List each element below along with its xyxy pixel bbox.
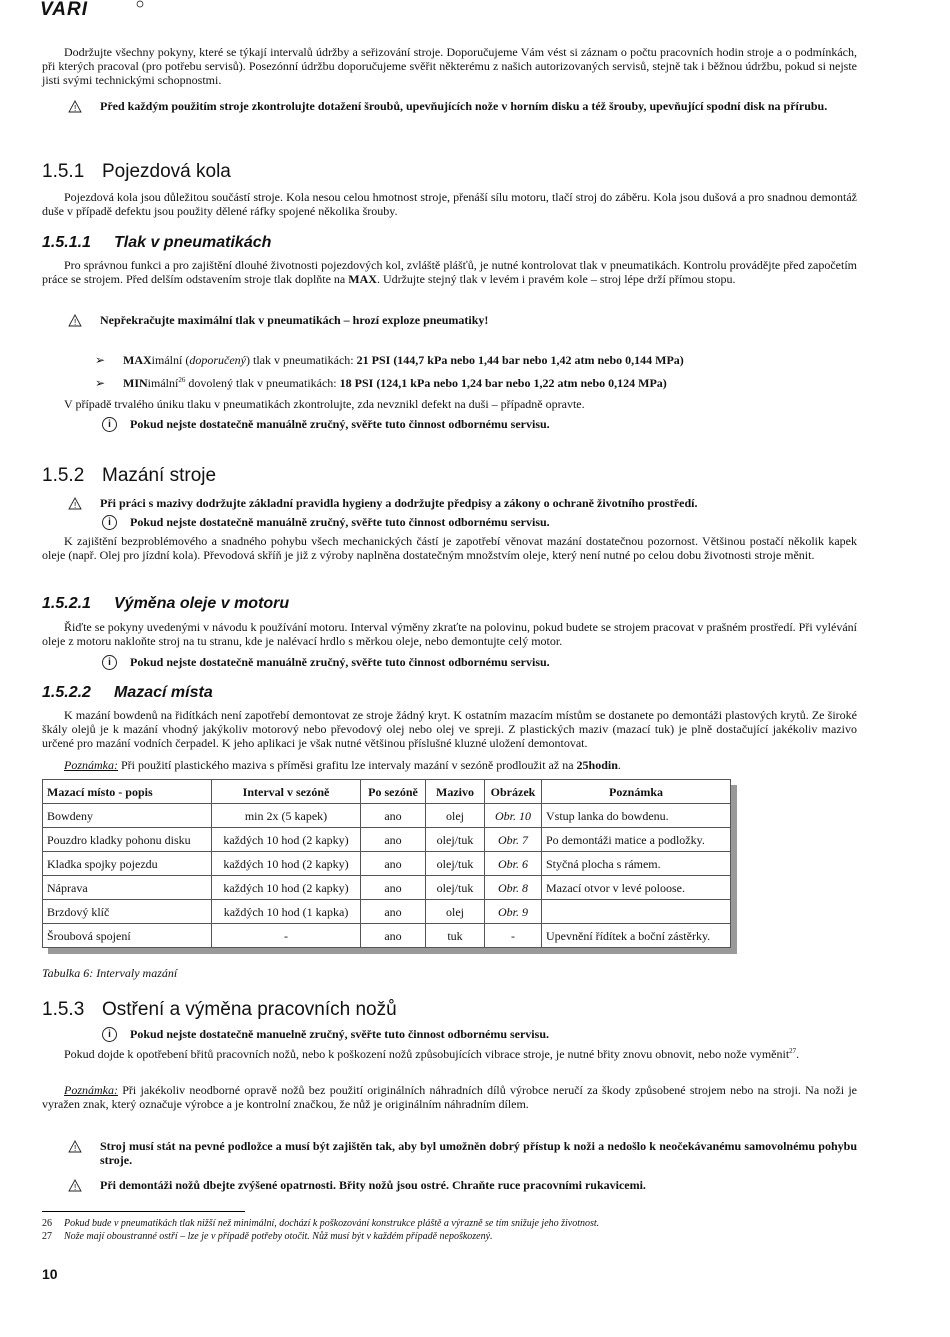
page-number: 10 [42, 1266, 58, 1282]
svg-text:!: ! [74, 1144, 77, 1153]
heading-1-5-3: 1.5.3 Ostření a výměna pracovních nožů [42, 999, 397, 1020]
col-header: Mazací místo - popis [43, 780, 212, 804]
info-service-2: i Pokud nejste dostatečně manuálně zručný, svěřte tuto činnost odbornému servisu. [42, 515, 857, 529]
vari-logo [40, 0, 150, 16]
svg-text:!: ! [74, 1183, 77, 1192]
warning-triangle-icon [68, 314, 82, 327]
footnote-26: 26 Pokud bude v pneumatikách tlak nižší než minimální, dochází k poškozování konstrukce pláště a výrazně se tím snižuje jeho životnost. [42, 1218, 600, 1229]
info-circle-icon: i [102, 655, 117, 670]
heading-1-5-2: 1.5.2 Mazání stroje [42, 465, 217, 486]
warning-hygiene: ! Při práci s mazivy dodržujte základní pravidla hygieny a dodržujte předpisy a zákony o ochraně životního prostředí. [42, 496, 857, 510]
arrow-bullet-icon: ➢ [95, 376, 106, 390]
bullet-min-pressure: ➢ MINimální$^{26}$ dovolený tlak v pneumatikách: 18 PSI (124,1 kPa nebo 1,24 bar nebo 1,22 atm nebo 0,124 MPa) [95, 376, 667, 390]
heading-1-5-2-1: 1.5.2.1 Výměna oleje v motoru [42, 595, 290, 612]
info-service-3: i Pokud nejste dostatečně manuálně zručný, svěřte tuto činnost odbornému servisu. [42, 655, 857, 669]
warning-triangle-icon [68, 100, 82, 113]
footnote-separator [42, 1211, 245, 1212]
wheels-paragraph: Pojezdová kola jsou důležitou součástí stroje. Kola nesou celou hmotnost stroje, přenáší sílu motoru, tlačí stroj do záběru. Kola jsou dušová a pro snadnou demontáž duše v případě defektu jsou použity dělené ráfky spojené několika šrouby. [42, 190, 857, 218]
heading-1-5-2-2: 1.5.2.2 Mazací místa [42, 684, 213, 701]
warning-stable-surface: ! Stroj musí stát na pevné podložce a musí být zajištěn tak, aby byl umožněn dobrý přístup k noži a nedošlo k neočekávanému samovolnému pohybu stroje. [42, 1139, 857, 1167]
svg-text:VARI: VARI [40, 0, 88, 18]
table-row: Brzdový klíč každých 10 hod (1 kapka) ano olej Obr. 9 [43, 900, 731, 924]
col-header: Interval v sezóně [212, 780, 361, 804]
table-row: Náprava každých 10 hod (2 kapky) ano olej/tuk Obr. 8 Mazací otvor v levé poloose. [43, 876, 731, 900]
warning-triangle-icon [68, 497, 82, 510]
info-circle-icon: i [102, 417, 117, 432]
table-header-row [43, 780, 731, 804]
col-header: Obrázek [485, 780, 542, 804]
warning-triangle-icon [68, 1179, 82, 1192]
col-header: Mazivo [426, 780, 485, 804]
col-header: Poznámka [542, 780, 731, 804]
table-row: Kladka spojky pojezdu každých 10 hod (2 kapky) ano olej/tuk Obr. 6 Styčná plocha s rámem. [43, 852, 731, 876]
tire-pressure-paragraph: Pro správnou funkci a pro zajištění dlouhé životnosti pojezdových kol, zvláště plášťů, je nutné kontrolovat tlak v pneumatikách. Kontrolu provádějte před započetím práce se strojem. Před delším odstavením stroje tlak doplňte na MAX. Udržujte stejný tlak v levém i pravém kole – stroj lépe drží přímou stopu. [42, 258, 857, 286]
warning-tire-explosion: ! Nepřekračujte maximální tlak v pneumatikách – hrozí exploze pneumatiky! [42, 313, 857, 327]
warning-triangle-icon [68, 1140, 82, 1153]
arrow-bullet-icon: ➢ [95, 353, 106, 367]
table-caption: Tabulka 6: Intervaly mazání [42, 966, 178, 980]
lube-note: Poznámka: Při použití plastického maziva s příměsi grafitu lze intervaly mazání v sezóně prodloužit až na 25hodin. [64, 758, 621, 772]
bullet-max-pressure: ➢ MAXimální (doporučený) tlak v pneumatikách: 21 PSI (144,7 kPa nebo 1,44 bar nebo 1,42 atm nebo 0,144 MPa) [95, 353, 684, 367]
intro-paragraph: Dodržujte všechny pokyny, které se týkají intervalů údržby a seřizování stroje. Doporučujeme Vám vést si záznam o počtu pracovních hodin stroje a o podmínkách, při kterých pracoval (pro potřebu servisů). Posezónní údržbu doporučujeme svěřit některému z našich autorizovaných servisů, stejně tak i běžnou údržbu, pokud si nejste jisti svými technickými schopnostmi. [42, 45, 857, 87]
warning-bolts: ! Před každým použitím stroje zkontrolujte dotažení šroubů, upevňujících nože v horním disku a též šrouby, upevňující spodní disk na přírubu. [42, 99, 857, 113]
blades-paragraph: Pokud dojde k opotřebení břitů pracovních nožů, nebo k poškození nožů způsobujících vibrace stroje, je nutné břity znovu obnovit, nebo nože vyměnit$^{27}$. [64, 1047, 800, 1061]
svg-text:!: ! [74, 318, 77, 327]
table-row: Bowdeny min 2x (5 kapek) ano olej Obr. 10 Vstup lanka do bowdenu. [43, 804, 731, 828]
leak-paragraph: V případě trvalého úniku tlaku v pneumatikách zkontrolujte, zda nevznikl defekt na duši – případně opravte. [64, 397, 585, 411]
lube-points-paragraph: K mazání bowdenů na řidítkách není zapotřebí demontovat ze stroje žádný kryt. K ostatním mazacím místům se dostanete po demontáži plastových krytů. Ze široké škály olejů je k mazání vhodný jakýkoliv motorový nebo převodový olej nebo olej ve spreji. Z plastických maziv (mazací tuk) je plně dostačující jakékoliv mazivo určené pro mazání vodních čerpadel. K jeho aplikaci je však nutné většinou příslušné kluzné uložení demontovat. [42, 708, 857, 750]
lubrication-paragraph: K zajištění bezproblémového a snadného pohybu všech mechanických částí je zapotřebí věnovat mazání dostatečnou pozornost. Většinou postačí několik kapek oleje (např. Olej pro jízdní kola). Převodová skříň je již z výroby naplněna dostatečným množstvím oleje, který není nutné po celou dobu životnosti stroje měnit. [42, 534, 857, 562]
svg-text:!: ! [74, 501, 77, 510]
info-service-1: i Pokud nejste dostatečně manuálně zručný, svěřte tuto činnost odbornému servisu. [42, 417, 857, 431]
oil-change-paragraph: Řiďte se pokyny uvedenými v návodu k používání motoru. Interval výměny zkraťte na polovinu, pokud budete se strojem pracovat v prašném prostředí. Při vylévání oleje z motoru nakloňte stroj na tu stranu, kde je nalévací hrdlo s měrkou oleje, nebo demontujte celý motor. [42, 620, 857, 648]
svg-text:!: ! [74, 104, 77, 113]
warning-gloves: ! Při demontáži nožů dbejte zvýšené opatrnosti. Břity nožů jsou ostré. Chraňte ruce pracovními rukavicemi. [42, 1178, 857, 1192]
info-circle-icon: i [102, 515, 117, 530]
table-row: Šroubová spojení - ano tuk - Upevnění řídítek a boční zástěrky. [43, 924, 731, 948]
info-service-4: i Pokud nejste dostatečně manuelně zručný, svěřte tuto činnost odbornému servisu. [42, 1027, 857, 1041]
footnote-27: 27 Nože mají oboustranné ostří – lze je v případě potřeby otočit. Nůž musí být v každém případě nepoškozený. [42, 1231, 493, 1242]
heading-1-5-1-1: 1.5.1.1 Tlak v pneumatikách [42, 234, 272, 251]
lubrication-table [42, 779, 731, 948]
blades-note: Poznámka: Při jakékoliv neodborné opravě nožů bez použití originálních náhradních dílů výrobce neručí za škody způsobené strojem nebo na stroji. Na noži je vyražen znak, který označuje výrobce a je kontrolní značkou, že nůž je originálním náhradním dílem. [42, 1083, 857, 1111]
heading-1-5-1: 1.5.1 Pojezdová kola [42, 161, 231, 182]
info-circle-icon: i [102, 1027, 117, 1042]
table-row: Pouzdro kladky pohonu disku každých 10 hod (2 kapky) ano olej/tuk Obr. 7 Po demontáži matice a podložky. [43, 828, 731, 852]
col-header: Po sezóně [361, 780, 426, 804]
